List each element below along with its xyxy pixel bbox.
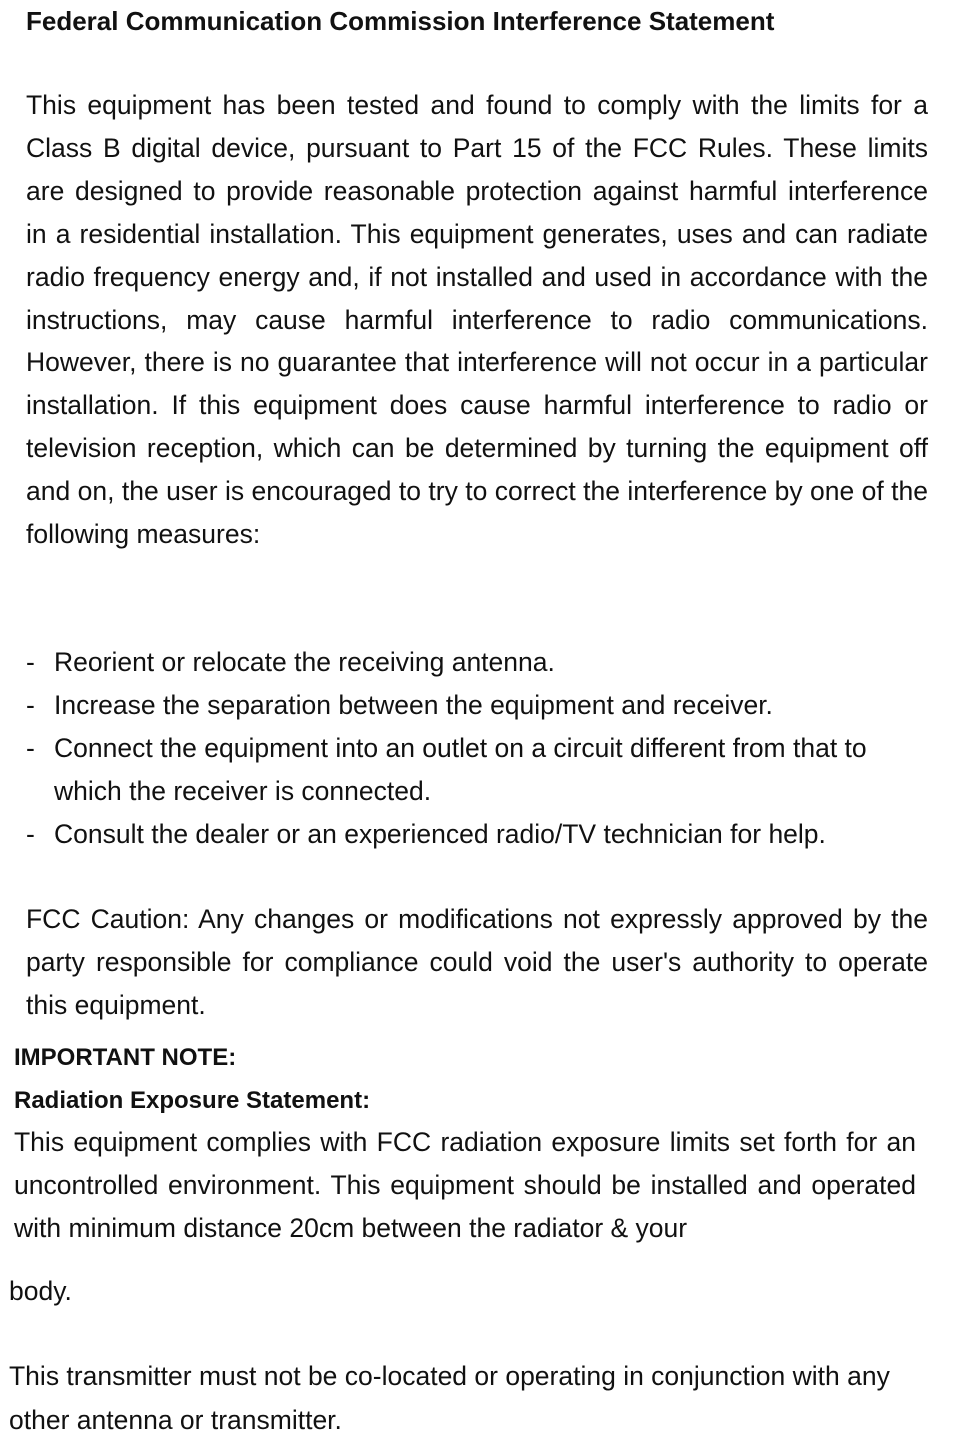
transmitter-paragraph: This transmitter must not be co-located or operating in conjunction with any other antenna or transmitter.: [9, 1361, 890, 1435]
fcc-caution-paragraph: FCC Caution: Any changes or modifications not expressly approved by the party responsible for compliance could void the user's authority to operate this equipment.: [26, 904, 928, 1020]
document-title: Federal Communication Commission Interference Statement: [26, 6, 775, 36]
important-note-heading: IMPORTANT NOTE:: [14, 1044, 237, 1071]
list-item: [26, 813, 928, 856]
list-item-text: Connect the equipment into an outlet on a circuit different from that to which the receiver is connected.: [54, 732, 867, 806]
list-item: [26, 684, 928, 727]
list-item-text: Increase the separation between the equipment and receiver.: [54, 689, 773, 720]
list-item-text: Reorient or relocate the receiving antenna.: [54, 647, 555, 677]
radiation-exposure-paragraph: This equipment complies with FCC radiation exposure limits set forth for an uncontrolled environment. This equipment should be installed and operated with minimum distance 20cm between the radiator & your: [14, 1127, 916, 1243]
radiation-exposure-paragraph-tail: body.: [9, 1276, 72, 1306]
list-item-text: Consult the dealer or an experienced radio/TV technician for help.: [54, 818, 826, 849]
list-bullet: -: [26, 732, 35, 763]
radiation-exposure-heading: Radiation Exposure Statement:: [14, 1087, 371, 1114]
list-item: [26, 727, 928, 813]
measures-list: [26, 641, 928, 856]
list-bullet: -: [26, 818, 35, 849]
list-bullet: -: [26, 689, 35, 720]
list-bullet: -: [26, 647, 35, 677]
interference-paragraph: This equipment has been tested and found to comply with the limits for a Class B digital device, pursuant to Part 15 of the FCC Rules. These limits are designed to provide reasonable protection against harmful interference in a residential installation. This equipment generates, uses and can radiate radio frequency energy and, if not installed and used in accordance with the instructions, may cause harmful interference to radio communications. However, there is no guarantee that interference will not occur in a particular installation. If this equipment does cause harmful interference to radio or television reception, which can be determined by turning the equipment off and on, the user is encouraged to try to correct the interference by one of the following measures:: [26, 90, 928, 550]
list-item: [26, 641, 928, 684]
